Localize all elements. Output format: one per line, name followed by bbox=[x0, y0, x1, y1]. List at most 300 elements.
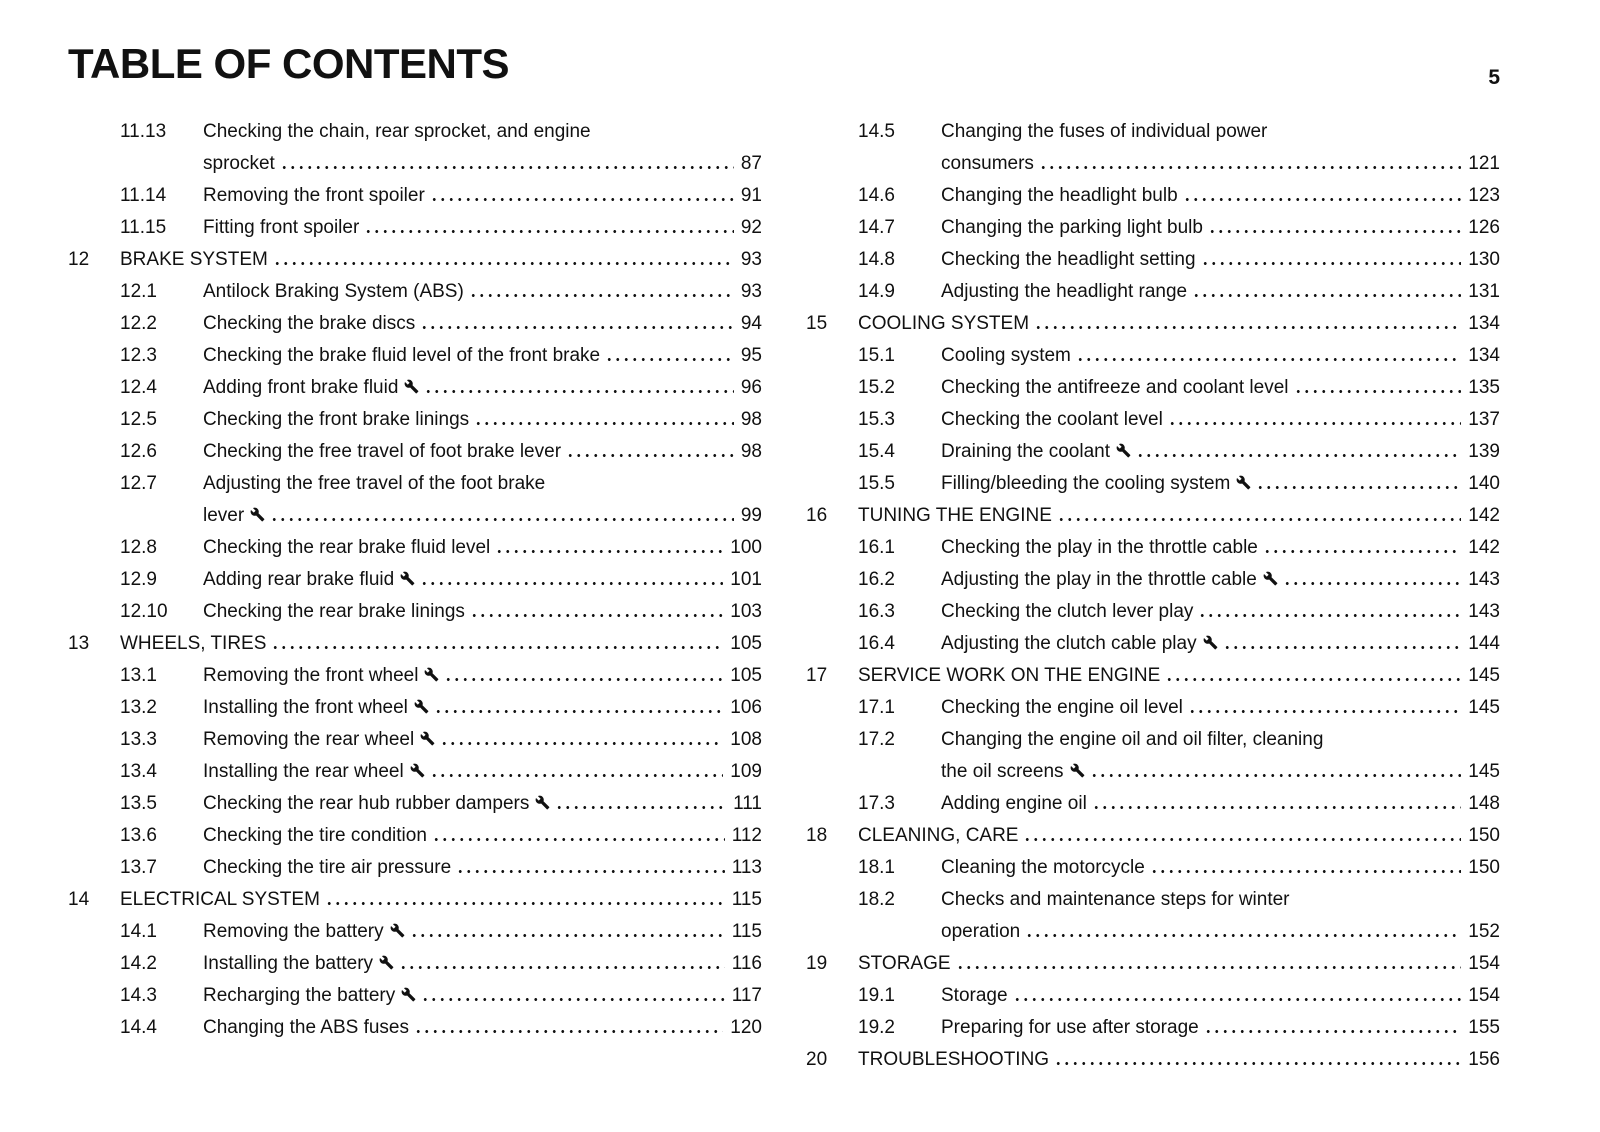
toc-entry-body bbox=[203, 308, 762, 340]
toc-entry-body bbox=[941, 564, 1500, 596]
toc-entry-page: 91 bbox=[740, 185, 762, 206]
toc-entry-body bbox=[203, 436, 762, 468]
toc-entry-body bbox=[203, 980, 762, 1012]
toc-entry-body bbox=[858, 500, 1500, 532]
toc-entry[interactable] bbox=[68, 276, 762, 308]
toc-entry-page: 137 bbox=[1468, 409, 1500, 430]
toc-entry-title: Adding rear brake fluid bbox=[203, 569, 395, 590]
toc-entry-body bbox=[941, 212, 1500, 244]
toc-entry-page: 154 bbox=[1468, 953, 1500, 974]
dotted-leader bbox=[273, 262, 734, 265]
toc-entry[interactable] bbox=[806, 244, 1500, 276]
toc-entry-title: Changing the parking light bulb bbox=[941, 217, 1203, 238]
toc-entry-body bbox=[941, 788, 1500, 820]
toc-entry-body bbox=[120, 884, 762, 916]
toc-entry-body bbox=[120, 244, 762, 276]
wrench-icon bbox=[401, 987, 416, 1002]
toc-entry-page: 150 bbox=[1468, 857, 1500, 878]
toc-entry-page: 115 bbox=[731, 889, 762, 910]
toc-entry-number: 17.1 bbox=[858, 697, 895, 718]
toc-entry-page: 112 bbox=[731, 825, 762, 846]
toc-entry-page: 113 bbox=[731, 857, 762, 878]
toc-entry-title: BRAKE SYSTEM bbox=[120, 249, 268, 270]
toc-entry-body bbox=[203, 660, 762, 692]
toc-entry-number: 16.2 bbox=[858, 569, 895, 590]
dotted-leader bbox=[495, 550, 723, 553]
wrench-icon bbox=[420, 731, 435, 746]
wrench-icon bbox=[410, 763, 425, 778]
toc-entry-body bbox=[203, 692, 762, 724]
toc-entry-title-continuation: operation bbox=[941, 921, 1021, 942]
toc-entry-page: 93 bbox=[740, 249, 762, 270]
toc-entry[interactable] bbox=[806, 564, 1500, 596]
toc-entry-page: 156 bbox=[1468, 1049, 1500, 1070]
toc-entry-page: 109 bbox=[730, 761, 762, 782]
toc-entry-title: Checking the coolant level bbox=[941, 409, 1163, 430]
toc-entry-body bbox=[858, 1044, 1500, 1076]
toc-entry-body bbox=[203, 820, 762, 852]
toc-entry-body bbox=[203, 724, 762, 756]
dotted-leader bbox=[1208, 230, 1461, 233]
dotted-leader bbox=[1090, 774, 1462, 777]
toc-entry-number: 14.2 bbox=[120, 953, 157, 974]
toc-entry-title: Checking the engine oil level bbox=[941, 697, 1183, 718]
toc-entry-body bbox=[941, 724, 1500, 788]
toc-entry-body bbox=[203, 1012, 762, 1044]
toc-entry[interactable] bbox=[806, 788, 1500, 820]
dotted-leader bbox=[1039, 166, 1461, 169]
toc-entry[interactable] bbox=[68, 532, 762, 564]
toc-entry-body bbox=[203, 564, 762, 596]
toc-entry[interactable] bbox=[806, 308, 1500, 340]
toc-entry-page: 142 bbox=[1468, 537, 1500, 558]
toc-entry-number: 17.3 bbox=[858, 793, 895, 814]
toc-entry-number: 11.15 bbox=[120, 217, 167, 238]
toc-entry-title: Installing the battery bbox=[203, 953, 374, 974]
toc-entry[interactable] bbox=[806, 980, 1500, 1012]
toc-entry[interactable] bbox=[68, 116, 762, 180]
toc-entry-page: 108 bbox=[730, 729, 762, 750]
toc-entry-title: Antilock Braking System (ABS) bbox=[203, 281, 464, 302]
toc-column-left bbox=[68, 116, 762, 1076]
dotted-leader bbox=[1023, 838, 1461, 841]
toc-entry[interactable] bbox=[68, 788, 762, 820]
dotted-leader bbox=[364, 230, 734, 233]
dotted-leader bbox=[1076, 358, 1461, 361]
wrench-icon bbox=[424, 667, 439, 682]
toc-entry-number: 15.3 bbox=[858, 409, 895, 430]
wrench-icon bbox=[1070, 763, 1085, 778]
dotted-leader bbox=[1263, 550, 1461, 553]
toc-entry[interactable] bbox=[68, 180, 762, 212]
toc-entry[interactable] bbox=[68, 660, 762, 692]
dotted-leader bbox=[1294, 390, 1462, 393]
toc-entry-page: 130 bbox=[1468, 249, 1500, 270]
toc-entry-body bbox=[203, 212, 762, 244]
toc-entry[interactable] bbox=[806, 852, 1500, 884]
toc-entry[interactable] bbox=[806, 820, 1500, 852]
toc-entry[interactable] bbox=[806, 692, 1500, 724]
toc-entry[interactable] bbox=[68, 724, 762, 756]
wrench-icon bbox=[1263, 571, 1278, 586]
toc-entry-title: Checks and maintenance steps for winter bbox=[941, 889, 1290, 910]
toc-entry-body bbox=[941, 244, 1500, 276]
toc-entry-number: 14.1 bbox=[120, 921, 157, 942]
wrench-icon bbox=[535, 795, 550, 810]
dotted-leader bbox=[1054, 1062, 1461, 1065]
toc-entry[interactable] bbox=[806, 404, 1500, 436]
toc-entry[interactable] bbox=[806, 724, 1500, 788]
dotted-leader bbox=[1256, 486, 1461, 489]
toc-entry-body bbox=[941, 116, 1500, 180]
toc-entry[interactable] bbox=[68, 372, 762, 404]
wrench-icon bbox=[250, 507, 265, 522]
toc-entry-number: 19.1 bbox=[858, 985, 895, 1006]
wrench-icon bbox=[1203, 635, 1218, 650]
dotted-leader bbox=[1168, 422, 1461, 425]
toc-entry-body bbox=[941, 692, 1500, 724]
dotted-leader bbox=[270, 518, 734, 521]
toc-entry-page: 115 bbox=[731, 921, 762, 942]
toc-entry[interactable] bbox=[68, 628, 762, 660]
toc-entry[interactable] bbox=[68, 404, 762, 436]
toc-entry-title-continuation: the oil screens bbox=[941, 761, 1064, 782]
toc-entry[interactable] bbox=[806, 500, 1500, 532]
toc-entry-number: 18 bbox=[806, 825, 828, 846]
toc-entry[interactable] bbox=[68, 468, 762, 532]
toc-entry-page: 111 bbox=[733, 793, 762, 814]
toc-entry-page: 105 bbox=[730, 633, 762, 654]
toc-entry-body bbox=[120, 628, 762, 660]
toc-entry-title: Draining the coolant bbox=[941, 441, 1110, 462]
toc-entry[interactable] bbox=[68, 1012, 762, 1044]
toc-entry-number: 15.4 bbox=[858, 441, 895, 462]
toc-entry-title: Checking the front brake linings bbox=[203, 409, 470, 430]
toc-entry-title: Checking the chain, rear sprocket, and engine bbox=[203, 121, 591, 142]
dotted-leader bbox=[1034, 326, 1461, 329]
wrench-icon bbox=[1116, 443, 1131, 458]
toc-entry-body bbox=[203, 852, 762, 884]
dotted-leader bbox=[1283, 582, 1461, 585]
dotted-leader bbox=[1204, 1030, 1462, 1033]
dotted-leader bbox=[474, 422, 734, 425]
toc-entry-title: Checking the tire air pressure bbox=[203, 857, 452, 878]
page-number: 5 bbox=[1488, 66, 1500, 89]
toc-entry-body bbox=[941, 532, 1500, 564]
toc-entry-body bbox=[941, 980, 1500, 1012]
dotted-leader bbox=[420, 326, 734, 329]
toc-columns bbox=[68, 116, 1500, 1076]
toc-entry[interactable] bbox=[68, 308, 762, 340]
toc-entry-page: 131 bbox=[1468, 281, 1500, 302]
toc-entry-body bbox=[858, 820, 1500, 852]
toc-entry-title-continuation: lever bbox=[203, 505, 245, 526]
dotted-leader bbox=[469, 294, 734, 297]
toc-entry-body bbox=[941, 628, 1500, 660]
toc-entry-number: 11.13 bbox=[120, 121, 167, 142]
toc-entry-number: 13.5 bbox=[120, 793, 157, 814]
toc-entry-number: 16.3 bbox=[858, 601, 895, 622]
toc-entry-title: Adding front brake fluid bbox=[203, 377, 399, 398]
toc-entry-body bbox=[858, 660, 1500, 692]
toc-entry-title: Removing the battery bbox=[203, 921, 384, 942]
dotted-leader bbox=[1201, 262, 1462, 265]
toc-entry-title: Checking the brake fluid level of the front brake bbox=[203, 345, 601, 366]
toc-entry-title: ELECTRICAL SYSTEM bbox=[120, 889, 320, 910]
toc-entry-body bbox=[203, 468, 762, 532]
toc-entry-page: 106 bbox=[730, 697, 762, 718]
toc-entry-body bbox=[203, 340, 762, 372]
toc-entry-number: 12.3 bbox=[120, 345, 157, 366]
toc-entry[interactable] bbox=[806, 180, 1500, 212]
dotted-leader bbox=[430, 198, 734, 201]
toc-entry-page: 143 bbox=[1468, 601, 1500, 622]
dotted-leader bbox=[1188, 710, 1461, 713]
toc-entry[interactable] bbox=[806, 340, 1500, 372]
toc-entry-number: 12.9 bbox=[120, 569, 157, 590]
toc-entry[interactable] bbox=[806, 596, 1500, 628]
toc-entry-number: 20 bbox=[806, 1049, 828, 1070]
toc-entry-page: 123 bbox=[1468, 185, 1500, 206]
toc-entry-title: Changing the ABS fuses bbox=[203, 1017, 409, 1038]
page-header bbox=[68, 40, 1500, 90]
toc-entry-page: 116 bbox=[731, 953, 762, 974]
toc-entry-title: Filling/bleeding the cooling system bbox=[941, 473, 1231, 494]
toc-entry-page: 126 bbox=[1468, 217, 1500, 238]
dotted-leader bbox=[432, 838, 725, 841]
dotted-leader bbox=[434, 710, 723, 713]
toc-entry-page: 100 bbox=[730, 537, 762, 558]
toc-entry-number: 14 bbox=[68, 889, 90, 910]
toc-entry-number: 18.2 bbox=[858, 889, 895, 910]
toc-entry-number: 14.7 bbox=[858, 217, 895, 238]
wrench-icon bbox=[404, 379, 419, 394]
toc-entry[interactable] bbox=[806, 628, 1500, 660]
toc-entry[interactable] bbox=[68, 436, 762, 468]
toc-entry-page: 121 bbox=[1468, 153, 1500, 174]
toc-entry[interactable] bbox=[806, 532, 1500, 564]
toc-entry-title: Storage bbox=[941, 985, 1008, 1006]
toc-entry[interactable] bbox=[68, 884, 762, 916]
toc-entry-number: 18.1 bbox=[858, 857, 895, 878]
wrench-icon bbox=[379, 955, 394, 970]
toc-entry-title: Recharging the battery bbox=[203, 985, 396, 1006]
toc-entry-body bbox=[203, 116, 762, 180]
dotted-leader bbox=[414, 1030, 723, 1033]
page-title: TABLE OF CONTENTS bbox=[68, 40, 510, 87]
toc-entry-page: 120 bbox=[730, 1017, 762, 1038]
toc-entry-body bbox=[203, 372, 762, 404]
toc-entry-title: TROUBLESHOOTING bbox=[858, 1049, 1050, 1070]
toc-entry-title: Checking the free travel of foot brake lever bbox=[203, 441, 562, 462]
toc-entry-number: 12.6 bbox=[120, 441, 157, 462]
dotted-leader bbox=[605, 358, 734, 361]
dotted-leader bbox=[1092, 806, 1462, 809]
toc-entry[interactable] bbox=[806, 372, 1500, 404]
toc-entry[interactable] bbox=[806, 948, 1500, 980]
toc-entry-title: STORAGE bbox=[858, 953, 951, 974]
toc-entry-title: Fitting front spoiler bbox=[203, 217, 360, 238]
dotted-leader bbox=[1198, 614, 1461, 617]
toc-entry-title: Checking the antifreeze and coolant level bbox=[941, 377, 1289, 398]
toc-entry-number: 15.2 bbox=[858, 377, 895, 398]
toc-entry[interactable] bbox=[806, 276, 1500, 308]
toc-entry-body bbox=[203, 756, 762, 788]
toc-entry-number: 16.1 bbox=[858, 537, 895, 558]
toc-entry-body bbox=[941, 884, 1500, 948]
toc-entry[interactable] bbox=[68, 212, 762, 244]
toc-entry-body bbox=[941, 276, 1500, 308]
toc-entry-page: 95 bbox=[740, 345, 762, 366]
toc-entry-body bbox=[203, 180, 762, 212]
toc-entry-body bbox=[203, 532, 762, 564]
toc-entry-title-continuation: sprocket bbox=[203, 153, 275, 174]
dotted-leader bbox=[1223, 646, 1462, 649]
toc-entry-title: COOLING SYSTEM bbox=[858, 313, 1030, 334]
toc-entry-page: 103 bbox=[730, 601, 762, 622]
toc-entry-title: Adjusting the play in the throttle cable bbox=[941, 569, 1257, 590]
toc-entry-page: 93 bbox=[740, 281, 762, 302]
toc-entry-page: 152 bbox=[1468, 921, 1500, 942]
toc-entry-number: 12.5 bbox=[120, 409, 157, 430]
toc-entry[interactable] bbox=[806, 1012, 1500, 1044]
toc-entry-body bbox=[203, 404, 762, 436]
toc-entry-page: 98 bbox=[740, 409, 762, 430]
toc-entry-number: 14.4 bbox=[120, 1017, 157, 1038]
toc-entry[interactable] bbox=[68, 980, 762, 1012]
toc-entry-page: 101 bbox=[730, 569, 762, 590]
toc-entry-body bbox=[203, 916, 762, 948]
toc-entry-number: 17.2 bbox=[858, 729, 895, 750]
toc-entry-number: 15 bbox=[806, 313, 828, 334]
toc-entry-title: Installing the front wheel bbox=[203, 697, 408, 718]
toc-entry-number: 14.3 bbox=[120, 985, 157, 1006]
toc-entry-body bbox=[858, 948, 1500, 980]
toc-entry-title: Checking the tire condition bbox=[203, 825, 427, 846]
dotted-leader bbox=[1165, 678, 1461, 681]
toc-entry-number: 16 bbox=[806, 505, 828, 526]
toc-entry[interactable] bbox=[806, 884, 1500, 948]
toc-entry-title: Checking the headlight setting bbox=[941, 249, 1196, 270]
toc-entry-body bbox=[858, 308, 1500, 340]
toc-entry-number: 13.1 bbox=[120, 665, 157, 686]
toc-entry[interactable] bbox=[68, 948, 762, 980]
toc-entry-title: Checking the rear hub rubber dampers bbox=[203, 793, 530, 814]
toc-entry-page: 134 bbox=[1468, 345, 1500, 366]
toc-entry-body bbox=[941, 596, 1500, 628]
toc-entry-page: 94 bbox=[740, 313, 762, 334]
dotted-leader bbox=[399, 966, 725, 969]
toc-entry-page: 87 bbox=[740, 153, 762, 174]
toc-entry-title: Adding engine oil bbox=[941, 793, 1087, 814]
toc-column-right bbox=[806, 116, 1500, 1076]
dotted-leader bbox=[566, 454, 734, 457]
toc-entry-number: 16.4 bbox=[858, 633, 895, 654]
toc-entry-number: 13.2 bbox=[120, 697, 157, 718]
toc-entry-page: 105 bbox=[730, 665, 762, 686]
toc-entry-page: 99 bbox=[740, 505, 762, 526]
toc-entry-number: 13.7 bbox=[120, 857, 157, 878]
toc-entry-page: 145 bbox=[1468, 665, 1500, 686]
toc-entry-number: 15.5 bbox=[858, 473, 895, 494]
toc-entry-page: 150 bbox=[1468, 825, 1500, 846]
toc-entry-page: 135 bbox=[1468, 377, 1500, 398]
toc-entry[interactable] bbox=[68, 852, 762, 884]
toc-entry[interactable] bbox=[68, 756, 762, 788]
toc-entry-page: 144 bbox=[1468, 633, 1500, 654]
dotted-leader bbox=[325, 902, 725, 905]
dotted-leader bbox=[1150, 870, 1461, 873]
toc-entry-title: Changing the fuses of individual power bbox=[941, 121, 1268, 142]
toc-entry-page: 134 bbox=[1468, 313, 1500, 334]
toc-entry-page: 140 bbox=[1468, 473, 1500, 494]
toc-entry[interactable] bbox=[806, 660, 1500, 692]
dotted-leader bbox=[430, 774, 724, 777]
dotted-leader bbox=[1183, 198, 1462, 201]
dotted-leader bbox=[410, 934, 725, 937]
toc-entry[interactable] bbox=[68, 916, 762, 948]
toc-entry[interactable] bbox=[806, 1044, 1500, 1076]
toc-entry[interactable] bbox=[68, 820, 762, 852]
toc-entry-title: Preparing for use after storage bbox=[941, 1017, 1199, 1038]
toc-entry-page: 145 bbox=[1468, 761, 1500, 782]
toc-entry[interactable] bbox=[68, 244, 762, 276]
wrench-icon bbox=[414, 699, 429, 714]
toc-entry-body bbox=[203, 948, 762, 980]
toc-entry-body bbox=[941, 372, 1500, 404]
toc-entry[interactable] bbox=[806, 116, 1500, 180]
toc-entry[interactable] bbox=[806, 436, 1500, 468]
toc-entry-title: Removing the front spoiler bbox=[203, 185, 425, 206]
toc-entry[interactable] bbox=[68, 596, 762, 628]
toc-entry-title: Adjusting the free travel of the foot brake bbox=[203, 473, 546, 494]
toc-entry-title: CLEANING, CARE bbox=[858, 825, 1019, 846]
toc-entry-number: 13.3 bbox=[120, 729, 157, 750]
toc-entry[interactable] bbox=[68, 692, 762, 724]
toc-entry-number: 14.5 bbox=[858, 121, 895, 142]
toc-entry-title: Changing the engine oil and oil filter, cleaning bbox=[941, 729, 1324, 750]
toc-entry[interactable] bbox=[68, 564, 762, 596]
toc-entry[interactable] bbox=[806, 212, 1500, 244]
toc-entry-body bbox=[941, 468, 1500, 500]
toc-entry[interactable] bbox=[806, 468, 1500, 500]
dotted-leader bbox=[271, 646, 723, 649]
toc-entry-number: 12.1 bbox=[120, 281, 157, 302]
wrench-icon bbox=[1236, 475, 1251, 490]
toc-entry-number: 13 bbox=[68, 633, 90, 654]
toc-entry-page: 92 bbox=[740, 217, 762, 238]
toc-entry-body bbox=[941, 180, 1500, 212]
toc-entry-title: TUNING THE ENGINE bbox=[858, 505, 1052, 526]
dotted-leader bbox=[1025, 934, 1461, 937]
dotted-leader bbox=[421, 998, 724, 1001]
dotted-leader bbox=[1192, 294, 1461, 297]
toc-entry-body bbox=[203, 788, 762, 820]
dotted-leader bbox=[956, 966, 1462, 969]
toc-entry-number: 17 bbox=[806, 665, 828, 686]
toc-entry[interactable] bbox=[68, 340, 762, 372]
toc-entry-number: 13.6 bbox=[120, 825, 157, 846]
toc-entry-number: 14.6 bbox=[858, 185, 895, 206]
dotted-leader bbox=[1013, 998, 1462, 1001]
dotted-leader bbox=[440, 742, 723, 745]
toc-entry-title: Checking the clutch lever play bbox=[941, 601, 1194, 622]
toc-entry-title: Adjusting the headlight range bbox=[941, 281, 1188, 302]
toc-entry-title: SERVICE WORK ON THE ENGINE bbox=[858, 665, 1161, 686]
toc-entry-number: 12.10 bbox=[120, 601, 168, 622]
toc-entry-title: Checking the rear brake fluid level bbox=[203, 537, 491, 558]
toc-entry-title: Checking the rear brake linings bbox=[203, 601, 465, 622]
